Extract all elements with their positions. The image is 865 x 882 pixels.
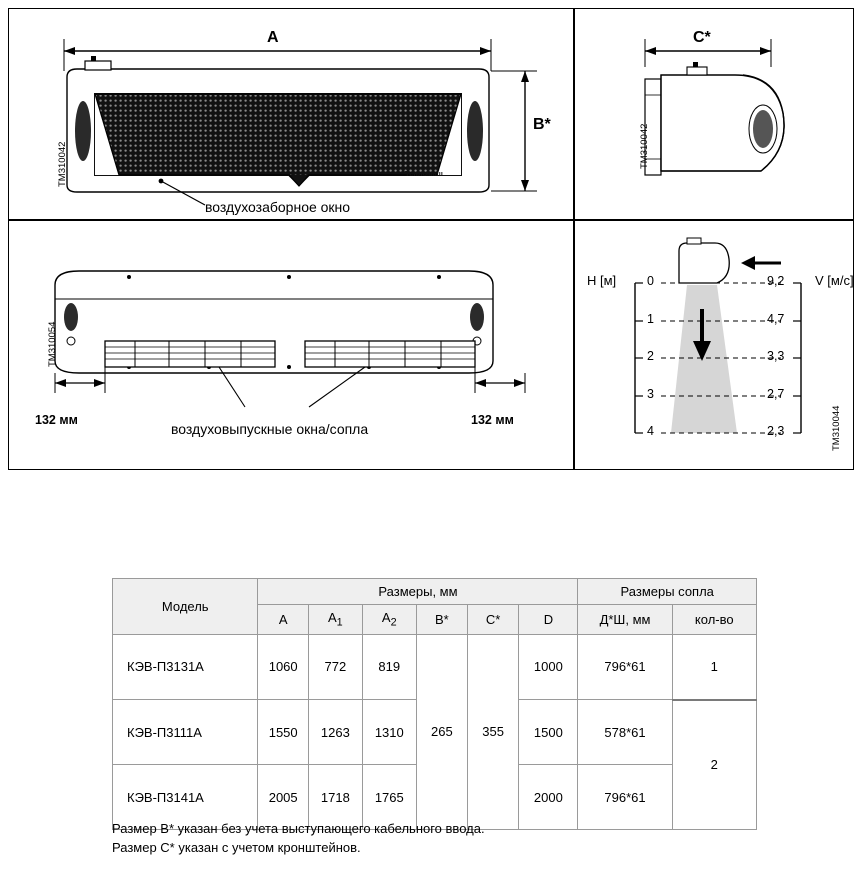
drawing-code-bottom: ТМ310054 — [47, 321, 58, 367]
diagram-panels — [8, 8, 854, 470]
header-a: A — [258, 605, 308, 635]
chart-height-4: 4 — [647, 424, 654, 438]
dimension-label-b: B* — [533, 116, 551, 133]
dimension-label-c: C* — [693, 29, 711, 46]
front-view-drawing — [9, 9, 573, 219]
cell-b-merged: 265 — [416, 634, 467, 830]
header-d: D — [519, 605, 578, 635]
table-header-row-1 — [113, 579, 757, 605]
cell-a2-1: 819 — [362, 634, 416, 700]
table-row — [113, 634, 757, 700]
header-a1-sub: 1 — [336, 616, 343, 629]
callout-outlet-nozzles: воздуховыпускные окна/сопла — [171, 421, 369, 437]
chart-speed-3: 2,7 — [767, 387, 785, 401]
header-a2-text: A — [381, 610, 391, 625]
cell-a2-2: 1310 — [362, 700, 416, 765]
drawing-code-side: ТМ310042 — [639, 123, 650, 169]
cell-a-2: 1550 — [258, 700, 308, 765]
header-nozzle-count: кол-во — [672, 605, 756, 635]
table-head — [113, 579, 757, 635]
cell-a1-3: 1718 — [308, 765, 362, 830]
drawing-code-front: ТМ310042 — [57, 141, 68, 187]
cell-d-2: 1500 — [519, 700, 578, 765]
cell-model-1: КЭВ-П3131А — [113, 634, 258, 700]
chart-speed-4: 2,3 — [767, 424, 785, 438]
drawing-code-chart: ТМ310044 — [831, 405, 842, 451]
cell-nozzle-1: 796*61 — [578, 634, 672, 700]
airflow-chart-drawing — [575, 221, 853, 469]
side-view-drawing — [575, 9, 853, 219]
dimension-label-a: A — [267, 29, 279, 46]
panel-airflow-chart — [574, 220, 854, 470]
cell-model-2: КЭВ-П3111А — [113, 700, 258, 765]
header-a1 — [308, 605, 362, 635]
header-model: Модель — [113, 579, 258, 635]
header-sizes-group: Размеры, мм — [258, 579, 578, 605]
header-b: B* — [416, 605, 467, 635]
cell-a1-1: 772 — [308, 634, 362, 700]
chart-axis-label-h: H [м] — [587, 273, 617, 288]
panel-front-view — [8, 8, 574, 220]
panel-bottom-view — [8, 220, 574, 470]
table-notes — [112, 820, 485, 858]
dimension-right-132: 132 мм — [471, 413, 514, 427]
panel-side-view — [574, 8, 854, 220]
note-line-1: Размер B* указан без учета выступающего кабельного ввода. — [112, 821, 485, 836]
note-line-2: Размер C* указан с учетом кронштейнов. — [112, 839, 361, 855]
cell-count-merged: 2 — [672, 700, 756, 830]
cell-model-3: КЭВ-П3141А — [113, 765, 258, 830]
specifications-table — [112, 578, 757, 830]
brand-label-front: Тепломаш — [405, 169, 443, 178]
chart-speed-2: 3,3 — [767, 349, 785, 363]
cell-c-merged: 355 — [468, 634, 519, 830]
callout-intake-window: воздухозаборное окно — [205, 199, 351, 215]
header-nozzle-size: Д*Ш, мм — [578, 605, 672, 635]
chart-speed-1: 4,7 — [767, 312, 785, 326]
models-table — [112, 578, 757, 830]
header-a2 — [362, 605, 416, 635]
chart-speed-0: 9,2 — [767, 274, 785, 288]
table-body — [113, 634, 757, 830]
cell-a1-2: 1263 — [308, 700, 362, 765]
cell-a2-3: 1765 — [362, 765, 416, 830]
chart-height-0: 0 — [647, 274, 654, 288]
cell-a-1: 1060 — [258, 634, 308, 700]
chart-height-1: 1 — [647, 312, 654, 326]
header-nozzle-group: Размеры сопла — [578, 579, 757, 605]
cell-a-3: 2005 — [258, 765, 308, 830]
dimension-left-132: 132 мм — [35, 413, 78, 427]
cell-count-1: 1 — [672, 634, 756, 700]
chart-height-2: 2 — [647, 349, 654, 363]
header-a2-sub: 2 — [390, 616, 397, 629]
header-a1-text: A — [328, 610, 337, 625]
chart-height-3: 3 — [647, 387, 654, 401]
cell-d-1: 1000 — [519, 634, 578, 700]
chart-axis-label-v: V [м/с] — [815, 273, 854, 288]
cell-nozzle-2: 578*61 — [578, 700, 672, 765]
cell-nozzle-3: 796*61 — [578, 765, 672, 830]
header-c: C* — [468, 605, 519, 635]
cell-d-3: 2000 — [519, 765, 578, 830]
